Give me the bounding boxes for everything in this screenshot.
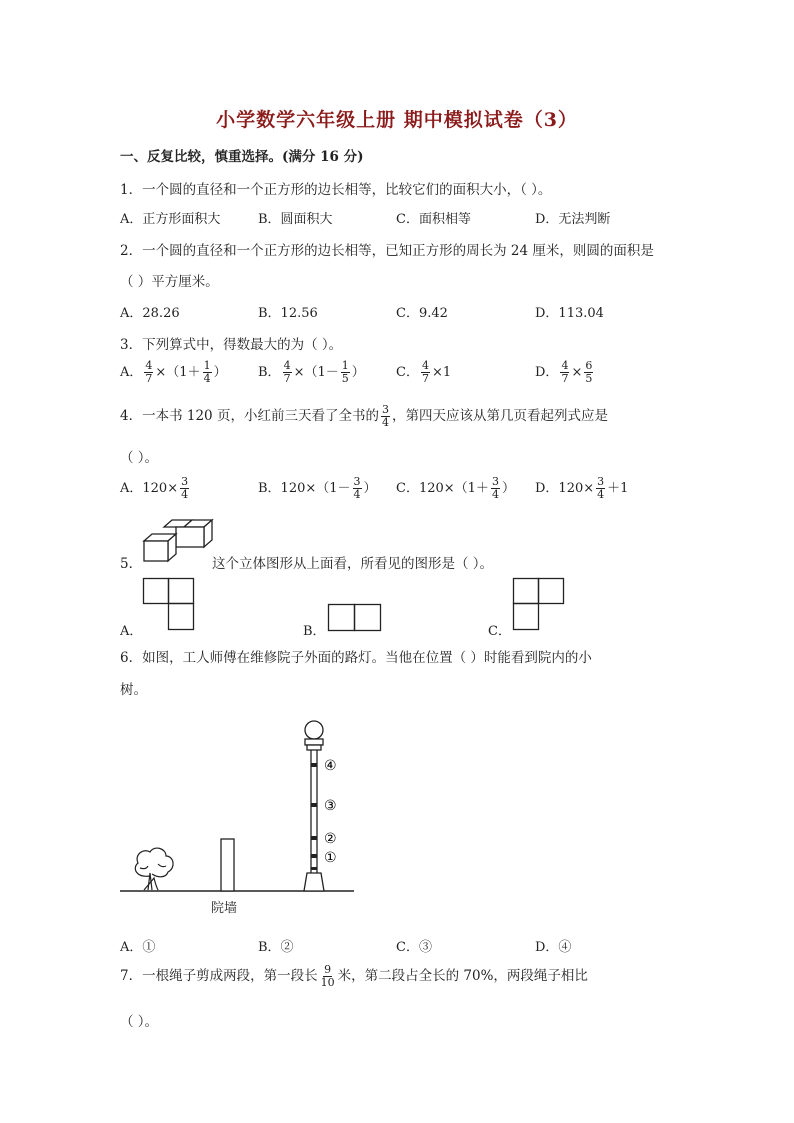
position-label-1: ①	[324, 850, 337, 866]
q3-option-b[interactable]	[258, 360, 365, 385]
denominator: 7	[283, 372, 291, 385]
fraction	[560, 360, 569, 385]
denominator: 4	[381, 416, 389, 429]
fraction	[381, 404, 390, 429]
q6-option-d[interactable]: D．④	[535, 940, 572, 955]
position-label-2: ②	[324, 831, 337, 847]
q5-option-a-figure	[143, 578, 195, 631]
q2-option-b[interactable]: B．12.56	[258, 306, 318, 321]
lamp-post	[304, 721, 324, 891]
fraction	[596, 476, 605, 501]
fraction	[421, 360, 430, 385]
q4-option-c[interactable]	[396, 476, 515, 501]
numerator: 1	[341, 359, 349, 372]
numerator: 4	[145, 359, 153, 372]
q4c-label: C．120×（1＋	[396, 481, 489, 496]
position-marker-4	[311, 763, 318, 767]
cube-solid-figure	[144, 519, 212, 563]
fraction	[353, 476, 362, 501]
q3a-end: ）	[213, 365, 227, 380]
numerator: 4	[421, 359, 429, 372]
q6-option-b[interactable]: B．②	[258, 940, 294, 955]
q1-option-b[interactable]: B．圆面积大	[258, 212, 333, 227]
denominator: 10	[320, 976, 335, 989]
question-3-stem: 3．下列算式中，得数最大的为（ ）。	[120, 337, 343, 353]
fraction	[320, 964, 336, 989]
q5-option-b[interactable]: B．	[303, 624, 326, 639]
q4-option-d[interactable]	[535, 476, 628, 501]
q3b-mid: ×（1－	[293, 365, 339, 380]
numerator: 4	[283, 359, 291, 372]
q3-option-a[interactable]	[120, 360, 227, 385]
q1-option-a[interactable]: A．正方形面积大	[120, 212, 221, 227]
question-4-stem	[120, 404, 608, 429]
q2-option-c[interactable]: C．9.42	[396, 306, 448, 321]
q1-option-c[interactable]: C．面积相等	[396, 212, 471, 227]
denominator: 7	[561, 372, 569, 385]
q5-option-a[interactable]: A．	[120, 624, 143, 639]
numerator: 3	[381, 403, 389, 416]
q3b-label: B．	[258, 365, 281, 380]
q3c-label: C．	[396, 365, 419, 380]
position-marker-3	[311, 803, 318, 807]
position-label-4: ④	[324, 758, 337, 774]
fraction	[203, 360, 212, 385]
denominator: 4	[597, 488, 605, 501]
q3d-mid: ×	[571, 365, 583, 380]
denominator: 4	[181, 488, 189, 501]
denominator: 4	[491, 488, 499, 501]
q4d-label: D．120×	[535, 481, 595, 496]
question-1-stem: 1．一个圆的直径和一个正方形的边长相等，比较它们的面积大小，（ ）。	[120, 182, 552, 198]
question-6-stem: 6．如图，工人师傅在维修院子外面的路灯。当他在位置（ ）时能看到院内的小	[120, 650, 592, 666]
question-7-stem-line2: （ ）。	[120, 1014, 159, 1030]
fraction	[283, 360, 292, 385]
q7-stem-a: 7．一根绳子剪成两段，第一段长	[120, 968, 318, 984]
q5-option-c[interactable]: C．	[488, 624, 511, 639]
q5-option-c-figure	[513, 578, 565, 631]
question-5-stem: 这个立体图形从上面看，所看见的图形是（ ）。	[212, 556, 494, 572]
q7-stem-b: 米，第二段占全长的 70%，两段绳子相比	[337, 968, 588, 984]
denominator: 4	[353, 488, 361, 501]
numerator: 3	[181, 475, 189, 488]
q6-option-a[interactable]: A．①	[120, 940, 156, 955]
question-2-stem-line2: （ ）平方厘米。	[120, 274, 219, 290]
question-7-stem	[120, 964, 588, 989]
fraction	[180, 476, 189, 501]
numerator: 3	[491, 475, 499, 488]
numerator: 6	[585, 359, 593, 372]
streetlamp-diagram	[118, 718, 358, 898]
q3a-label: A．	[120, 365, 143, 380]
denominator: 7	[421, 372, 429, 385]
q4b-end: ）	[363, 481, 377, 496]
q3-option-c[interactable]	[396, 360, 451, 385]
denominator: 5	[341, 372, 349, 385]
numerator: 1	[203, 359, 211, 372]
q3b-end: ）	[351, 365, 365, 380]
q4-option-b[interactable]	[258, 476, 377, 501]
denominator: 7	[145, 372, 153, 385]
numerator: 3	[597, 475, 605, 488]
q4-stem-a: 4．一本书 120 页，小红前三天看了全书的	[120, 408, 379, 424]
question-6-stem-line2: 树。	[120, 682, 147, 698]
wall-label: 院墙	[211, 901, 238, 916]
q2-option-d[interactable]: D．113.04	[535, 306, 604, 321]
q4b-label: B．120×（1－	[258, 481, 351, 496]
position-marker-2	[311, 836, 318, 840]
numerator: 9	[324, 963, 332, 976]
q2-option-a[interactable]: A．28.26	[120, 306, 180, 321]
position-label-3: ③	[324, 798, 337, 814]
numerator: 3	[353, 475, 361, 488]
q5-option-b-figure	[328, 604, 381, 631]
question-2-stem: 2．一个圆的直径和一个正方形的边长相等，已知正方形的周长为 24 厘米，则圆的面积是	[120, 243, 654, 259]
denominator: 4	[203, 372, 211, 385]
numerator: 4	[561, 359, 569, 372]
q3a-mid: ×（1＋	[155, 365, 201, 380]
fraction	[341, 360, 350, 385]
q3c-mid: ×1	[431, 365, 452, 380]
tree-icon	[135, 848, 173, 890]
q1-option-d[interactable]: D．无法判断	[535, 212, 611, 227]
section-heading: 一、反复比较，慎重选择。(满分 16 分)	[120, 149, 364, 165]
q3-option-d[interactable]	[535, 360, 595, 385]
page-title: 小学数学六年级上册 期中模拟试卷（3）	[216, 109, 578, 131]
question-4-stem-line2: （ ）。	[120, 450, 159, 466]
q6-option-c[interactable]: C．③	[396, 940, 432, 955]
q4-option-a[interactable]	[120, 476, 191, 501]
q4c-end: ）	[501, 481, 515, 496]
position-marker-1	[311, 854, 318, 858]
q4a-label: A．120×	[120, 481, 179, 496]
q4-stem-b: ，第四天应该从第几页看起列式应是	[391, 408, 608, 424]
courtyard-wall	[221, 839, 234, 891]
q4d-end: ＋1	[607, 481, 629, 496]
denominator: 5	[585, 372, 593, 385]
fraction	[144, 360, 153, 385]
fraction	[491, 476, 500, 501]
q5-number: 5．	[120, 556, 143, 572]
fraction	[584, 360, 593, 385]
q3d-label: D．	[535, 365, 559, 380]
